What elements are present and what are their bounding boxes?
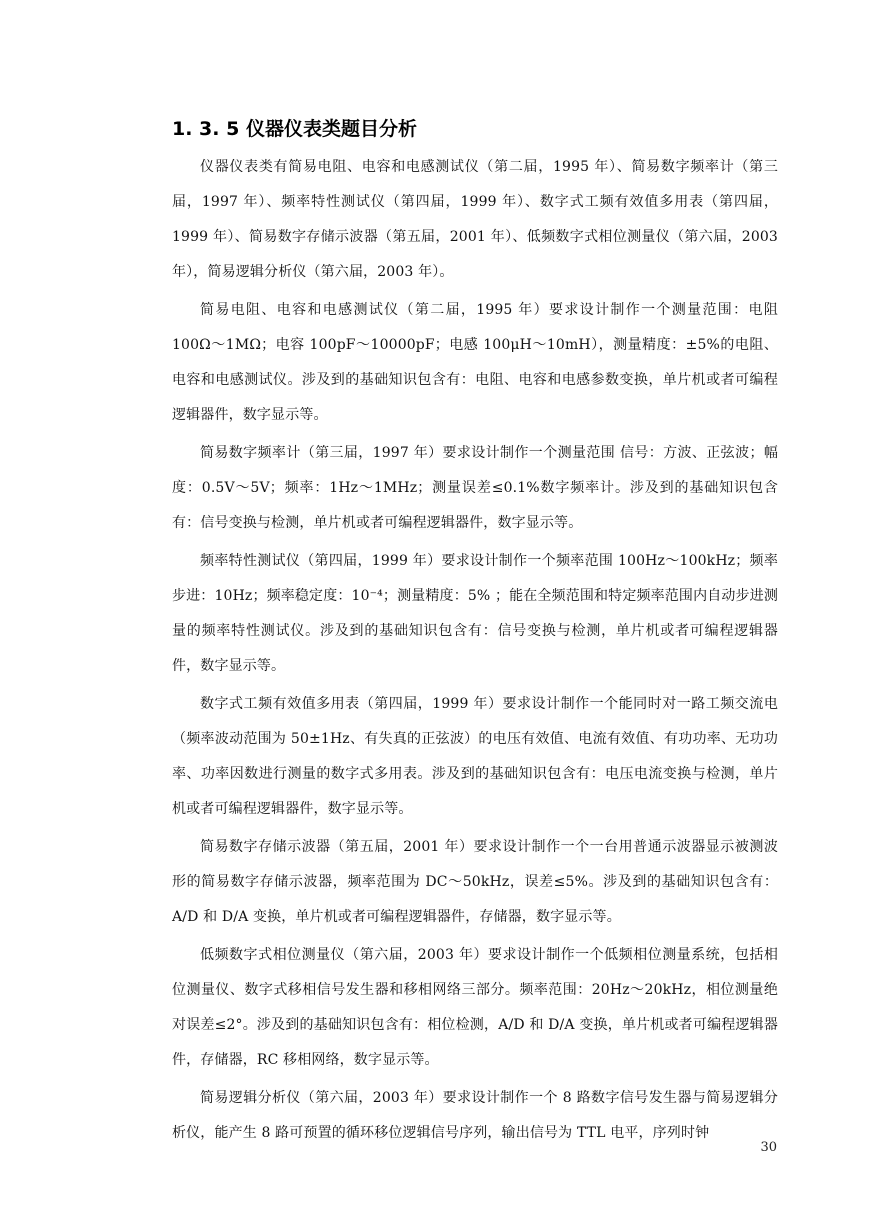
- body-text: [172, 150, 778, 1151]
- paragraph-phase-meter: 低频数字式相位测量仪（第六届，2003 年）要求设计制作一个低频相位测量系统，包括相位测量仪、数字式移相信号发生器和移相网络三部分。频率范围：20Hz～20kHz，相位测量绝对误差≤2°。涉及到的基础知识包含有：相位检测，A/D 和 D/A 变换，单片机或者可编程逻辑器件，存储器，RC 移相网络，数字显示等。: [172, 947, 778, 1068]
- paragraph-rlc-tester: 简易电阻、电容和电感测试仪（第二届，1995 年）要求设计制作一个测量范围：电阻 100Ω～1MΩ；电容 100pF～10000pF；电感 100μH～10mH），测量精度：±5%的电阻、电容和电感测试仪。涉及到的基础知识包含有：电阻、电容和电感参数变换，单片机或者可编程逻辑器件，数字显示等。: [172, 302, 778, 423]
- paragraph-instrument-overview: 仪器仪表类有简易电阻、电容和电感测试仪（第二届，1995 年）、简易数字频率计（第三届，1997 年）、频率特性测试仪（第四届，1999 年）、数字式工频有效值多用表（第四届，1999 年）、简易数字存储示波器（第五届，2001 年）、低频数字式相位测量仪（第六届，2003 年），简易逻辑分析仪（第六届，2003 年）。: [172, 159, 778, 280]
- paragraph-logic-analyzer: 简易逻辑分析仪（第六届，2003 年）要求设计制作一个 8 路数字信号发生器与简易逻辑分析仪，能产生 8 路可预置的循环移位逻辑信号序列，输出信号为 TTL 电平，序列时钟: [172, 1090, 778, 1141]
- page-number: 30: [760, 1140, 777, 1155]
- section-title: 1. 3. 5 仪器仪表类题目分析: [172, 118, 417, 140]
- paragraph-digital-storage-oscilloscope: 简易数字存储示波器（第五届，2001 年）要求设计制作一个一台用普通示波器显示被测波形的简易数字存储示波器，频率范围为 DC～50kHz，误差≤5%。涉及到的基础知识包含有：A/D 和 D/A 变换，单片机或者可编程逻辑器件，存储器，数字显示等。: [172, 839, 778, 925]
- paragraph-frequency-response-tester: 频率特性测试仪（第四届，1999 年）要求设计制作一个频率范围 100Hz～100kHz；频率步进：10Hz；频率稳定度：10⁻⁴；测量精度：5% ；能在全频范围和特定频率范围内自动步进测量的频率特性测试仪。涉及到的基础知识包含有：信号变换与检测，单片机或者可编程逻辑器件，数字显示等。: [172, 553, 778, 674]
- paragraph-frequency-counter: 简易数字频率计（第三届，1997 年）要求设计制作一个测量范围 信号：方波、正弦波；幅度：0.5V～5V；频率：1Hz～1MHz；测量误差≤0.1%数字频率计。涉及到的基础知识包含有：信号变换与检测，单片机或者可编程逻辑器件，数字显示等。: [172, 445, 778, 531]
- paragraph-rms-multimeter: 数字式工频有效值多用表（第四届，1999 年）要求设计制作一个能同时对一路工频交流电（频率波动范围为 50±1Hz、有失真的正弦波）的电压有效值、电流有效值、有功功率、无功功率、功率因数进行测量的数字式多用表。涉及到的基础知识包含有：电压电流变换与检测，单片机或者可编程逻辑器件，数字显示等。: [172, 696, 778, 817]
